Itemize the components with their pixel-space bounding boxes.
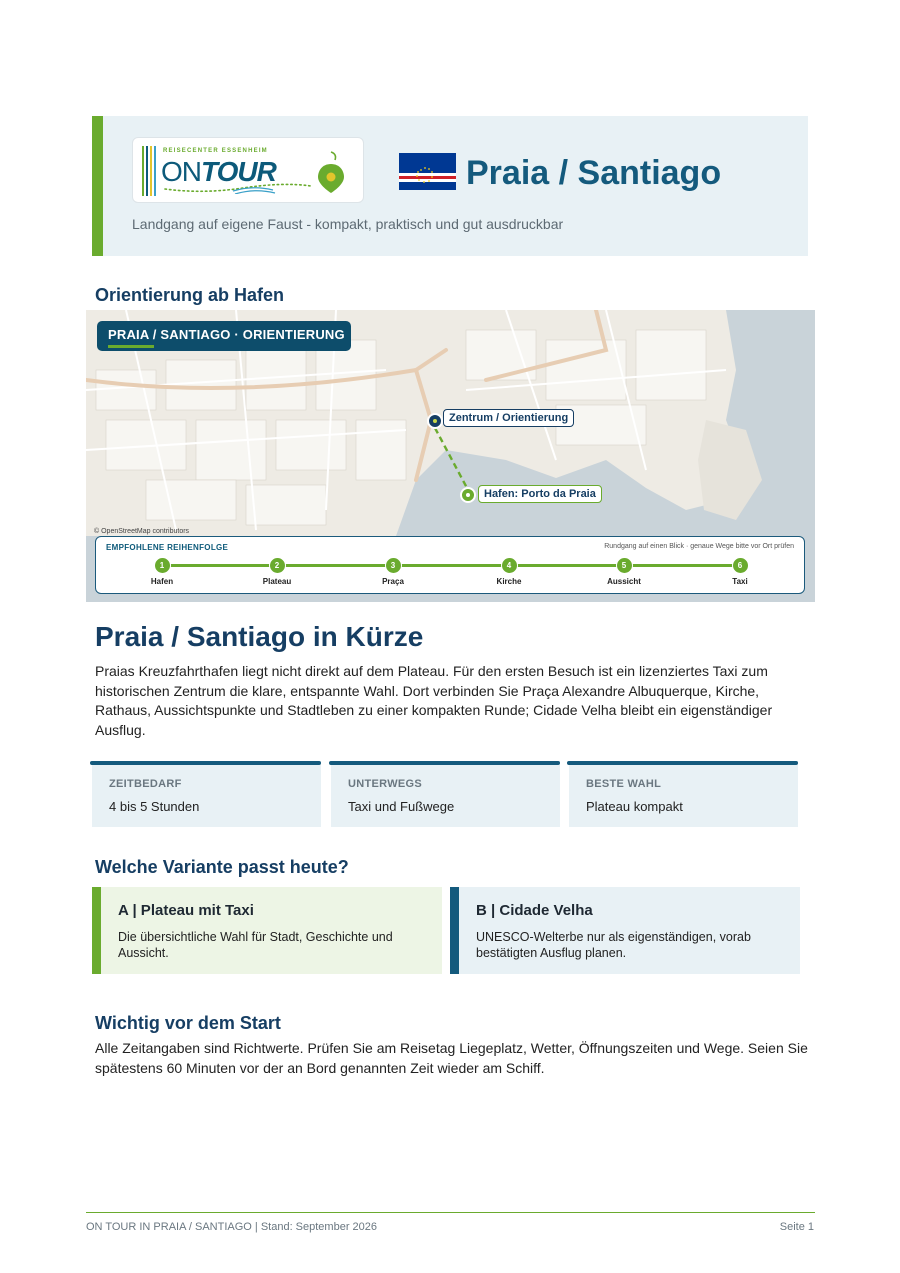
fact-card-bar bbox=[90, 761, 321, 765]
route-step bbox=[584, 557, 664, 586]
port-marker-icon bbox=[460, 487, 476, 503]
header-band bbox=[92, 116, 808, 256]
section-heading-important: Wichtig vor dem Start bbox=[95, 1013, 281, 1033]
variant-text: Die übersichtliche Wahl für Stadt, Geschichte und Aussicht. bbox=[118, 930, 393, 960]
map-title-text: PRAIA / SANTIAGO · ORIENTIERUNG bbox=[108, 327, 345, 342]
route-step-label: Plateau bbox=[262, 577, 292, 586]
fact-card-transport bbox=[331, 761, 560, 827]
footer-divider bbox=[86, 1212, 815, 1213]
map-label-center: Zentrum / Orientierung bbox=[443, 409, 574, 427]
section-heading-variants: Welche Variante passt heute? bbox=[95, 857, 349, 877]
section-heading-orientation: Orientierung ab Hafen bbox=[95, 285, 285, 305]
route-step bbox=[353, 557, 433, 586]
route-step-label: Praça bbox=[382, 577, 404, 586]
route-step bbox=[237, 557, 317, 586]
route-step-label: Aussicht bbox=[607, 577, 641, 586]
map-attribution: © OpenStreetMap contributors bbox=[94, 528, 190, 535]
map-label-port: Hafen: Porto da Praia bbox=[478, 485, 602, 503]
route-step-number: 2 bbox=[269, 557, 286, 574]
important-text: Alle Zeitangaben sind Richtwerte. Prüfen Sie am Reisetag Liegeplatz, Wetter, Öffnungszeiten und Wege. Seien Sie spätestens 60 Minuten vor der an Bord genannten Zeit wieder am Schiff. bbox=[95, 1040, 808, 1076]
variant-title: B | Cidade Velha bbox=[476, 902, 593, 919]
route-step-number: 5 bbox=[616, 557, 633, 574]
header-accent-bar bbox=[92, 116, 103, 256]
ontour-logo bbox=[132, 137, 364, 203]
route-note: Rundgang auf einen Blick · genaue Wege bitte vor Ort prüfen bbox=[604, 543, 794, 550]
route-step bbox=[469, 557, 549, 586]
fact-card-bar bbox=[329, 761, 560, 765]
map-title-underline bbox=[108, 345, 154, 348]
route-step bbox=[122, 557, 202, 586]
fact-key: ZEITBEDARF bbox=[109, 778, 182, 790]
fact-value: Plateau kompakt bbox=[586, 799, 683, 814]
route-step-label: Taxi bbox=[732, 577, 748, 586]
fact-card-best-choice bbox=[569, 761, 798, 827]
orientation-map bbox=[86, 310, 815, 602]
location-pin-icon bbox=[317, 150, 345, 194]
route-step-label: Hafen bbox=[150, 577, 174, 586]
route-step-number: 3 bbox=[385, 557, 402, 574]
logo-tagline: REISECENTER ESSENHEIM bbox=[163, 148, 268, 154]
summary-text: Praias Kreuzfahrthafen liegt nicht direkt auf dem Plateau. Für den ersten Besuch ist ein lizenziertes Taxi zum historischen Zentrum die klare, entspannte Wahl. Dort verbinden Sie Praça Alexandre Albuquerque, Kirche, Rathaus, Aussichtspunkte und Stadtleben zu einer kompakten Runde; Cidade Velha bleibt ein eigenständiger Ausflug. bbox=[95, 663, 773, 738]
route-step-number: 1 bbox=[154, 557, 171, 574]
route-step bbox=[700, 557, 780, 586]
page-subtitle: Landgang auf eigene Faust - kompakt, praktisch und gut ausdruckbar bbox=[132, 216, 564, 232]
summary-title: Praia / Santiago in Kürze bbox=[95, 621, 424, 652]
variant-stripe bbox=[92, 887, 101, 974]
fact-card-bar bbox=[567, 761, 798, 765]
variant-card-a bbox=[92, 887, 442, 974]
fact-value: Taxi und Fußwege bbox=[348, 799, 455, 814]
variant-text: UNESCO-Welterbe nur als eigenständigen, vorab bestätigten Ausflug planen. bbox=[476, 930, 751, 960]
fact-card-time bbox=[92, 761, 321, 827]
page-title: Praia / Santiago bbox=[466, 154, 722, 192]
variant-title: A | Plateau mit Taxi bbox=[118, 902, 254, 919]
variant-card-b bbox=[450, 887, 800, 974]
fact-key: BESTE WAHL bbox=[586, 778, 662, 790]
fact-key: UNTERWEGS bbox=[348, 778, 423, 790]
logo-stripes bbox=[142, 146, 158, 196]
route-step-number: 6 bbox=[732, 557, 749, 574]
route-title: EMPFOHLENE REIHENFOLGE bbox=[106, 543, 229, 552]
variant-stripe bbox=[450, 887, 459, 974]
route-step-label: Kirche bbox=[496, 577, 522, 586]
cape-verde-flag-icon bbox=[399, 153, 456, 190]
page-number: Seite 1 bbox=[779, 1221, 814, 1233]
logo-wordmark: ONTOUR bbox=[161, 156, 276, 187]
logo-dotted-path bbox=[163, 180, 313, 194]
footer-left-text: ON TOUR IN PRAIA / SANTIAGO | Stand: September 2026 bbox=[86, 1221, 378, 1233]
map-title-badge bbox=[97, 321, 351, 351]
fact-value: 4 bis 5 Stunden bbox=[109, 799, 200, 814]
center-marker-icon bbox=[427, 413, 443, 429]
route-panel bbox=[95, 536, 805, 594]
route-step-number: 4 bbox=[501, 557, 518, 574]
